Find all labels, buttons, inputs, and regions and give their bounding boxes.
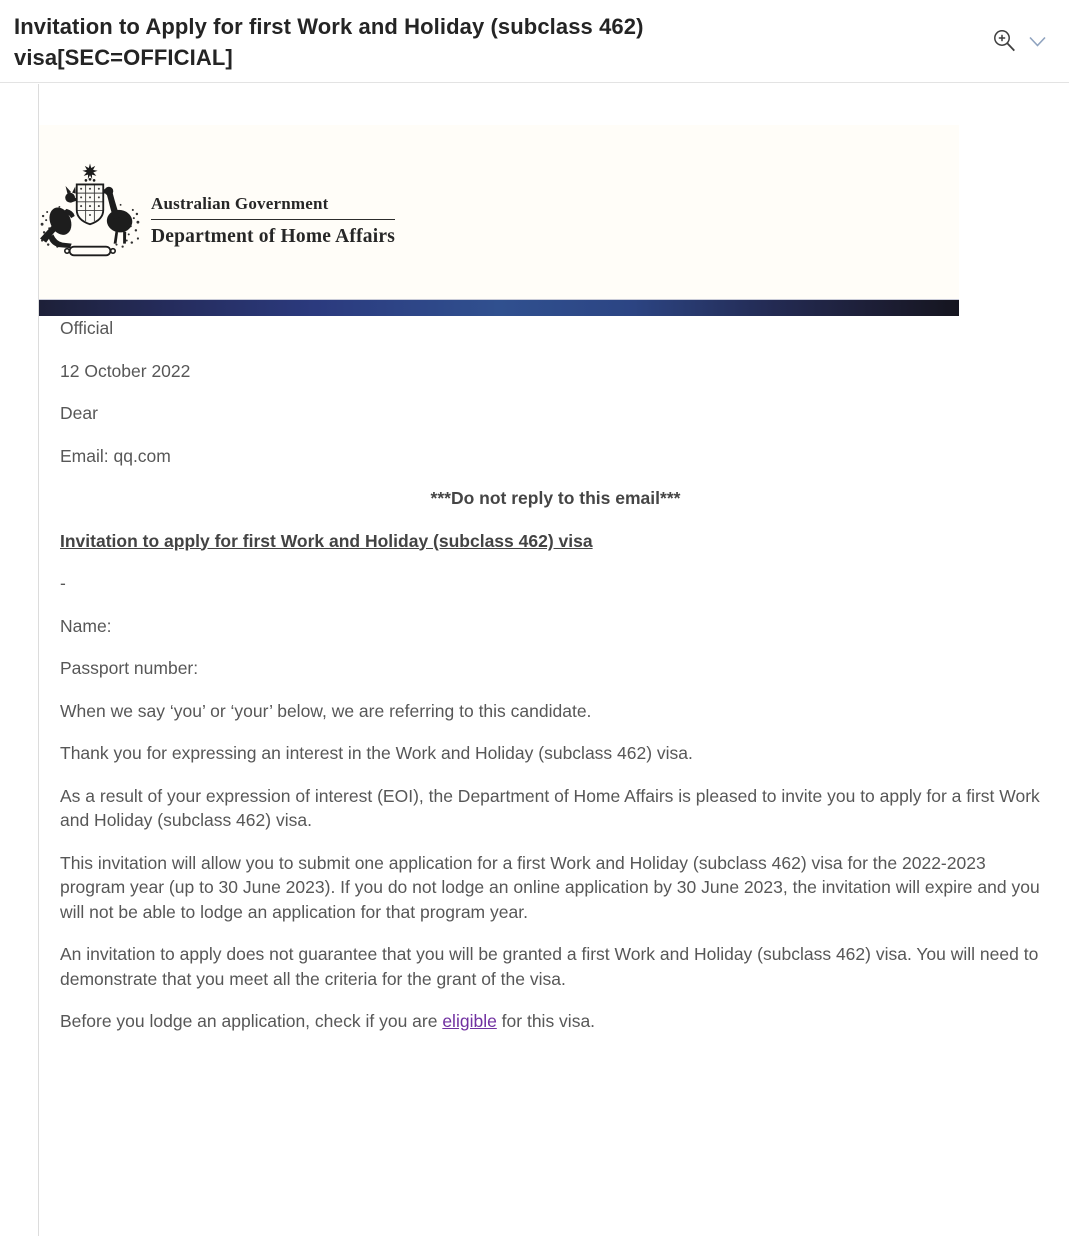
government-name: Australian Government: [151, 194, 329, 213]
eligible-link[interactable]: eligible: [442, 1011, 497, 1031]
paragraph-invitation-terms: This invitation will allow you to submit one application for a first Work and Holiday (subclass 462) visa for the 2022-2023 program year (up to 30 June 2023). If you do not lodge an online application by 30 June 2023, the invitation will expire and you will not be able to lodge an application for that program year.: [60, 852, 1040, 922]
email-header: [0, 0, 1069, 83]
paragraph-eligibility: [60, 1009, 1051, 1034]
header-toolbar: [992, 28, 1047, 58]
chevron-down-icon: [1028, 35, 1047, 51]
paragraph-no-guarantee: An invitation to apply does not guarantee that you will be granted a first Work and Holiday (subclass 462) visa. You will need to demonstrate that you meet all the criteria for the grant of the visa.: [60, 944, 1039, 989]
department-name-block: [151, 125, 395, 248]
zoom-in-button[interactable]: [992, 28, 1018, 58]
passport-number-label: Passport number:: [60, 658, 199, 678]
email-subject: Invitation to Apply for first Work and Holiday (subclass 462) visa[SEC=OFFICIAL]: [14, 14, 644, 70]
paragraph-eoi-result: As a result of your expression of interest (EOI), the Department of Home Affairs is pleased to invite you to apply for a first Work and Holiday (subclass 462) visa.: [60, 785, 1040, 830]
eligibility-text-after: for this visa.: [496, 1011, 596, 1031]
message-content: [39, 316, 1069, 1034]
eligibility-text-before: Before you lodge an application, check if you are: [60, 1011, 443, 1031]
name-label: Name:: [60, 615, 112, 636]
expand-options-button[interactable]: [1028, 35, 1047, 51]
paragraph-candidate-note: When we say ‘you’ or ‘your’ below, we are referring to this candidate.: [60, 700, 592, 721]
department-letterhead: [39, 125, 959, 316]
dash-line: -: [60, 573, 66, 593]
zoom-in-magnifier-icon: [992, 28, 1018, 58]
email-body: [38, 84, 1069, 1236]
do-not-reply-notice: ***Do not reply to this email***: [430, 488, 681, 508]
paragraph-thank-you: Thank you for expressing an interest in the Work and Holiday (subclass 462) visa.: [60, 743, 693, 763]
australian-coat-of-arms-icon: [39, 161, 141, 265]
message-date: 12 October 2022: [60, 360, 191, 381]
classification-label: Official: [60, 318, 114, 338]
invitation-heading: Invitation to apply for first Work and Holiday (subclass 462) visa: [60, 530, 593, 551]
email-address-line: Email: qq.com: [60, 445, 171, 466]
letterhead-accent-bar: [39, 299, 959, 316]
letterhead-logo-band: [39, 125, 959, 299]
salutation: Dear: [60, 403, 98, 423]
letterhead-divider: [151, 219, 395, 220]
department-name: Department of Home Affairs: [151, 226, 396, 247]
